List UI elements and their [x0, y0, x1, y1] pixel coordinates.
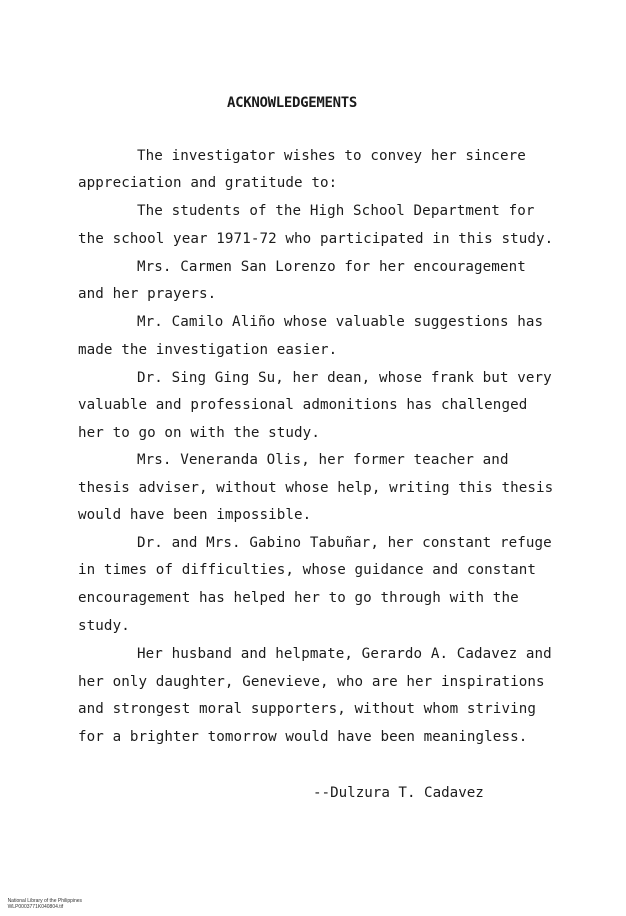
body-line: valuable and professional admonitions has challenged [78, 397, 528, 413]
body-line: Mrs. Veneranda Olis, her former teacher and [137, 452, 509, 468]
body-line: and strongest moral supporters, without whom striving [78, 701, 537, 717]
footer-library: National Library of the Philippines [7, 898, 83, 904]
signature: --Dulzura T. Cadavez [313, 785, 484, 801]
body-line: in times of difficulties, whose guidance and constant [78, 562, 537, 578]
body-line: her only daughter, Genevieve, who are her inspirations [78, 674, 545, 690]
body-line: the school year 1971-72 who participated in this study. [78, 231, 554, 247]
body-line: Her husband and helpmate, Gerardo A. Cadavez and [137, 646, 552, 662]
page-title: ACKNOWLEDGEMENTS [226, 95, 358, 111]
body-line: for a brighter tomorrow would have been meaningless. [78, 729, 528, 745]
body-line: Dr. and Mrs. Gabino Tabuñar, her constant refuge [137, 535, 552, 551]
body-line: study. [78, 618, 130, 634]
footer-code: WLP0003771K040804.tif [7, 904, 64, 910]
body-line: thesis adviser, without whose help, writing this thesis [78, 480, 554, 496]
body-line: her to go on with the study. [78, 425, 320, 441]
body-line: would have been impossible. [78, 507, 312, 523]
body-line: The investigator wishes to convey her sincere [137, 148, 526, 164]
body-line: Dr. Sing Ging Su, her dean, whose frank but very [137, 370, 552, 386]
body-line: Mrs. Carmen San Lorenzo for her encouragement [137, 259, 526, 275]
body-line: made the investigation easier. [78, 342, 338, 358]
body-line: appreciation and gratitude to: [78, 175, 338, 191]
body-line: encouragement has helped her to go through with the [78, 590, 519, 606]
body-line: The students of the High School Department for [137, 203, 535, 219]
body-line: and her prayers. [78, 286, 217, 302]
body-line: Mr. Camilo Aliño whose valuable suggestions has [137, 314, 544, 330]
scan-footer [2, 892, 112, 916]
